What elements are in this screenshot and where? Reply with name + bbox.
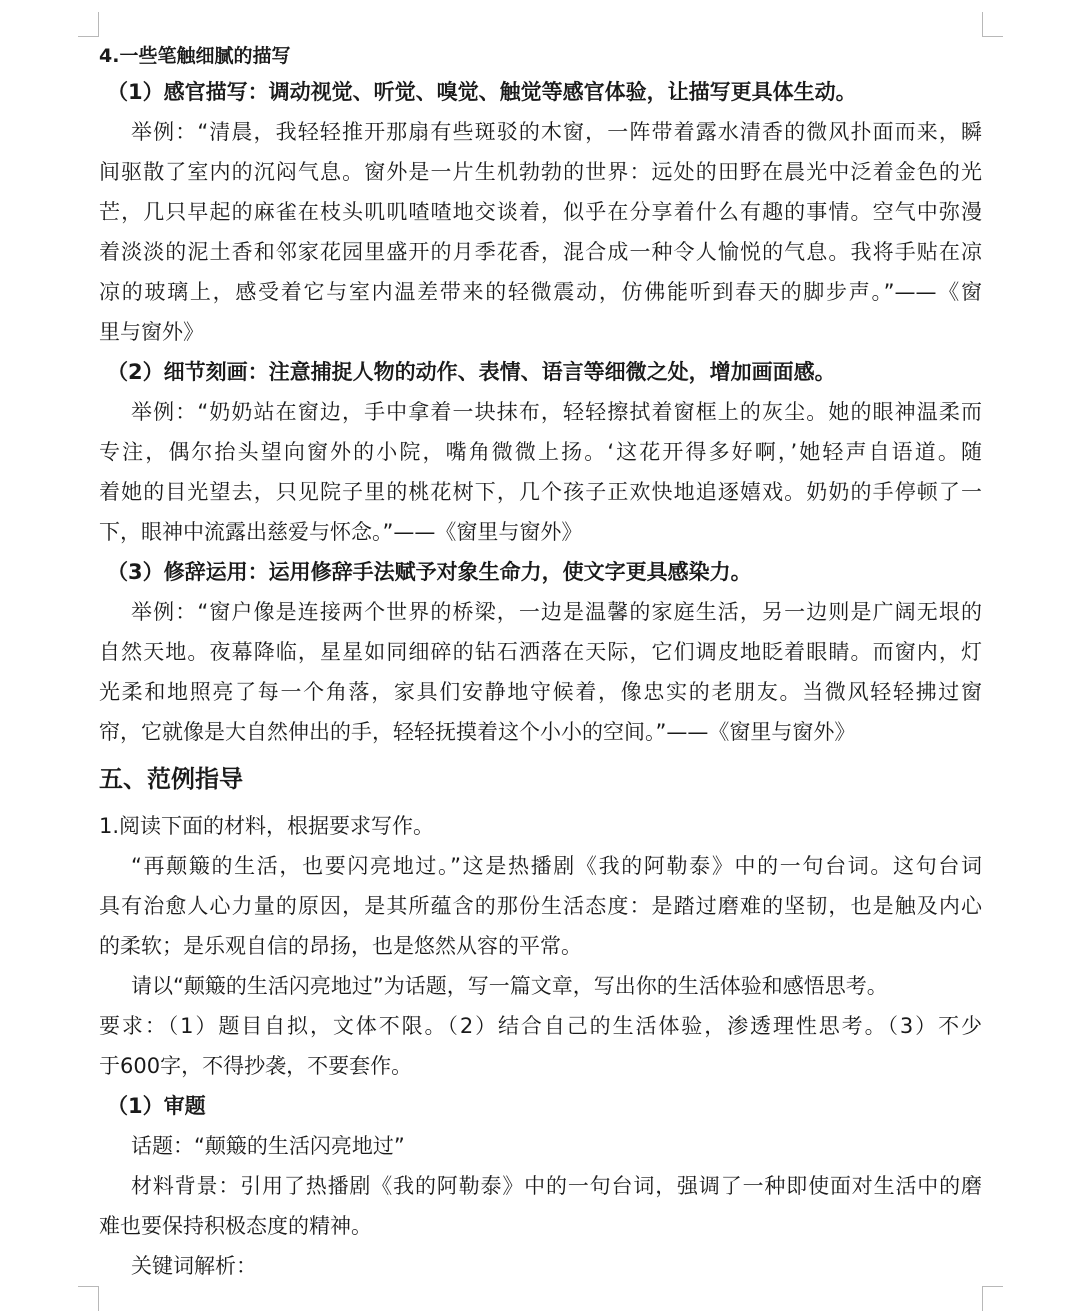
- section-heading-examples: 五、范例指导: [99, 765, 243, 793]
- topic-line: 话题：“颠簸的生活闪亮地过”: [131, 1134, 405, 1158]
- crop-mark-bottom-left: [78, 1286, 99, 1311]
- material-line: 的柔软；是乐观自信的昂扬，也是悠然从容的平常。: [99, 934, 582, 958]
- crop-mark-bottom-right: [982, 1286, 1003, 1311]
- detail-example-line: 着她的目光望去，只见院子里的桃花树下，几个孩子正欢快地追逐嬉戏。奶奶的手停顿了一: [99, 480, 982, 504]
- sensory-example-line: 凉的玻璃上，感受着它与室内温差带来的轻微震动，仿佛能听到春天的脚步声。”——《窗: [99, 280, 982, 304]
- detail-example-line: 下，眼神中流露出慈爱与怀念。”——《窗里与窗外》: [99, 520, 583, 544]
- document-page: [99, 40, 982, 1286]
- heading-sensory: （1）感官描写：调动视觉、听觉、嗅觉、触觉等感官体验，让描写更具体生动。: [107, 80, 857, 104]
- background-line: 难也要保持积极态度的精神。: [99, 1214, 372, 1238]
- sensory-example-line: 间驱散了室内的沉闷气息。窗外是一片生机勃勃的世界：远处的田野在晨光中泛着金色的光: [99, 160, 982, 184]
- rhetoric-example-line: 光柔和地照亮了每一个角落，家具们安静地守候着，像忠实的老朋友。当微风轻轻拂过窗: [99, 680, 982, 704]
- heading-fine-description: 4.一些笔触细腻的描写: [99, 45, 291, 67]
- detail-example-line: 举例：“奶奶站在窗边，手中拿着一块抹布，轻轻擦拭着窗框上的灰尘。她的眼神温柔而: [131, 400, 982, 424]
- heading-analysis: （1）审题: [107, 1094, 206, 1118]
- rhetoric-example-line: 自然天地。夜幕降临，星星如同细碎的钻石洒落在天际，它们调皮地眨着眼睛。而窗内，灯: [99, 640, 982, 664]
- crop-mark-top-left: [78, 12, 99, 37]
- keywords-line: 关键词解析：: [131, 1254, 257, 1278]
- requirement-line: 于600字，不得抄袭，不要套作。: [99, 1054, 413, 1078]
- sensory-example-line: 芒，几只早起的麻雀在枝头叽叽喳喳地交谈着，似乎在分享着什么有趣的事情。空气中弥漫: [99, 200, 982, 224]
- background-line: 材料背景：引用了热播剧《我的阿勒泰》中的一句台词，强调了一种即使面对生活中的磨: [131, 1174, 982, 1198]
- sensory-example-line: 里与窗外》: [99, 320, 204, 344]
- crop-mark-top-right: [982, 12, 1003, 37]
- rhetoric-example-line: 帘，它就像是大自然伸出的手，轻轻抚摸着这个小小的空间。”——《窗里与窗外》: [99, 720, 856, 744]
- task-instruction: 1.阅读下面的材料，根据要求写作。: [99, 814, 435, 838]
- sensory-example-line: 着淡淡的泥土香和邻家花园里盛开的月季花香，混合成一种令人愉悦的气息。我将手贴在凉: [99, 240, 982, 264]
- requirement-line: 要求：（1）题目自拟，文体不限。（2）结合自己的生活体验，渗透理性思考。（3）不少: [99, 1014, 982, 1038]
- detail-example-line: 专注，偶尔抬头望向窗外的小院，嘴角微微上扬。‘这花开得多好啊，’她轻声自语道。随: [99, 440, 982, 464]
- heading-rhetoric: （3）修辞运用：运用修辞手法赋予对象生命力，使文字更具感染力。: [107, 560, 752, 584]
- material-line: “再颠簸的生活，也要闪亮地过。”这是热播剧《我的阿勒泰》中的一句台词。这句台词: [131, 854, 982, 878]
- writing-prompt: 请以“颠簸的生活闪亮地过”为话题，写一篇文章，写出你的生活体验和感悟思考。: [131, 974, 888, 998]
- material-line: 具有治愈人心力量的原因，是其所蕴含的那份生活态度：是踏过磨难的坚韧，也是触及内心: [99, 894, 982, 918]
- heading-detail: （2）细节刻画：注意捕捉人物的动作、表情、语言等细微之处，增加画面感。: [107, 360, 836, 384]
- sensory-example-line: 举例：“清晨，我轻轻推开那扇有些斑驳的木窗，一阵带着露水清香的微风扑面而来，瞬: [131, 120, 982, 144]
- rhetoric-example-line: 举例：“窗户像是连接两个世界的桥梁，一边是温馨的家庭生活，另一边则是广阔无垠的: [131, 600, 982, 624]
